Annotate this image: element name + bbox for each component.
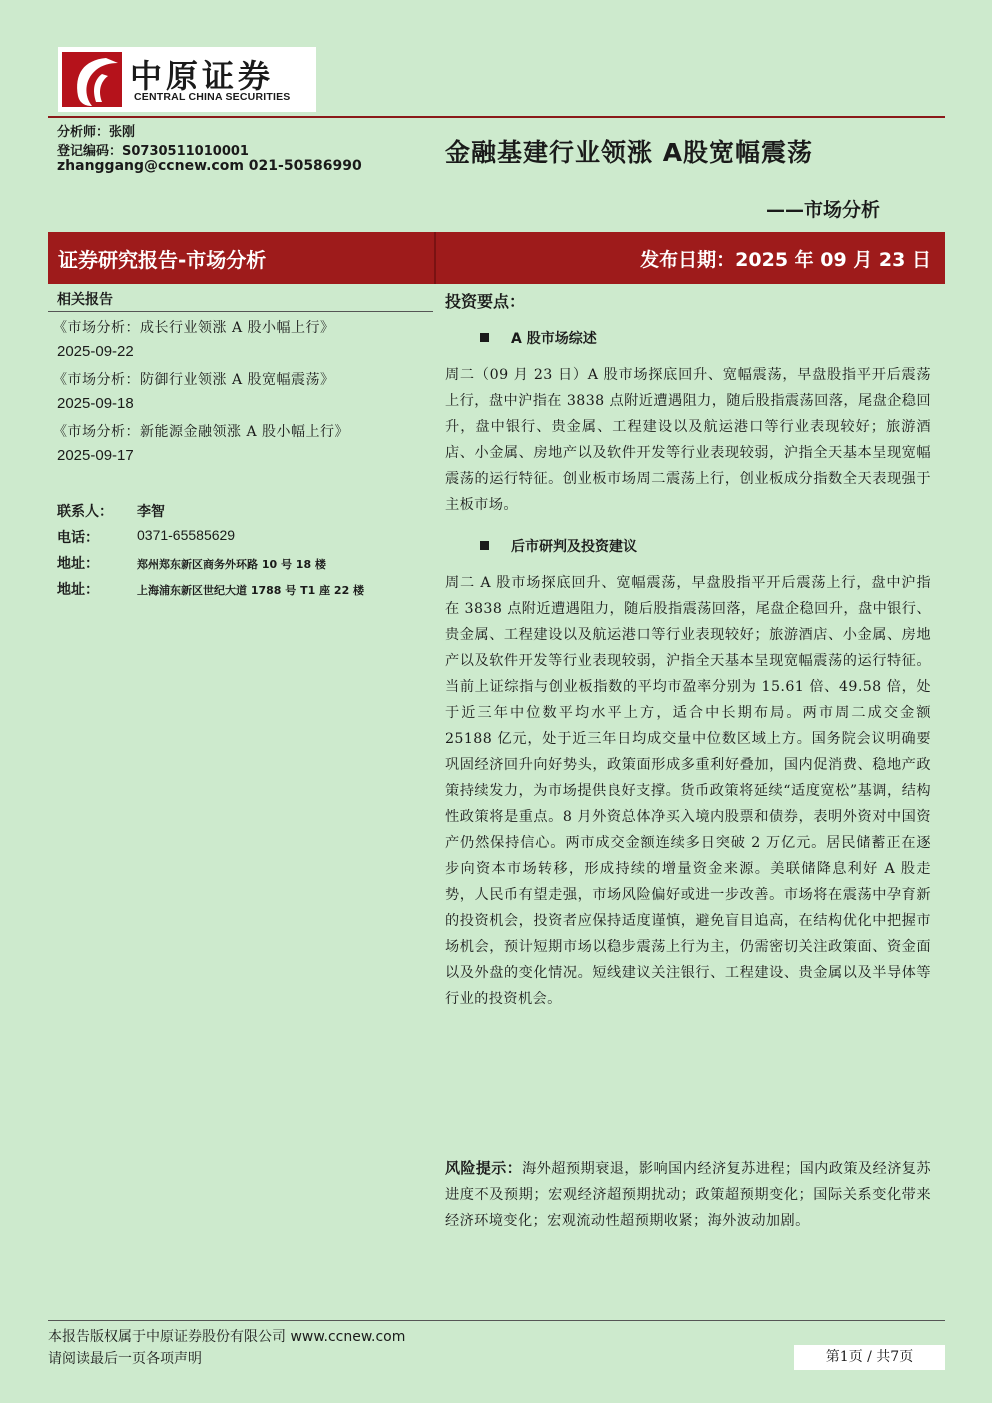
related-report-title[interactable]: 《市场分析：防御行业领涨 A 股宽幅震荡》 [53, 372, 335, 388]
outlook-paragraph: 周二 A 股市场探底回升、宽幅震荡，早盘股指平开后震荡上行，盘中沪指在 3838 点附近遭遇阻力，随后股指震荡回落，尾盘企稳回升，盘中银行、贵金属、工程建设以及航运港口等行业表现较好；旅游酒店、小金属、房地产以及软件开发等行业表现较弱，沪指全天基本呈现宽幅震荡的运行特征。当前上证综指与创业板指数的平均市盈率分别为 15.61 倍、49.58 倍，处于近三年中位数平均水平上方，适合中长期布局。两市周二成交金额 25188 亿元，处于近三年日均成交量中位数区域上方。国务院会议明确要巩固经济回升向好势头，政策面形成多重利好叠加，国内促消费、稳地产政策持续发力，为市场提供良好支撑。货币政策将延续“适度宽松”基调，结构性政策将是重点。8 月外资总体净买入境内股票和债券，表明外资对中国资产仍然保持信心。两市成交金额连续多日突破 2 万亿元。居民储蓄正在逐步向资本市场转移，形成持续的增量资金来源。美联储降息利好 A 股走势，人民币有望走强，市场风险偏好或进一步改善。市场将在震荡中孕育新的投资机会，投资者应保持适度谨慎，避免盲目追高，在结构优化中把握市场机会，预计短期市场以稳步震荡上行为主，仍需密切关注政策面、资金面以及外盘的变化情况。短线建议关注银行、工程建设、贵金属以及半导体等行业的投资机会。 [445, 575, 931, 1007]
section-heading-text: 后市研判及投资建议 [511, 539, 637, 555]
contact-address-label: 地址： [57, 556, 99, 572]
section-heading-outlook [480, 536, 637, 556]
section-heading-text: A 股市场综述 [511, 331, 597, 347]
related-report-date: 2025-09-22 [57, 343, 134, 360]
report-title: 金融基建行业领涨 A股宽幅震荡 [445, 138, 814, 167]
page-indicator: 第1页 / 共7页 [794, 1345, 945, 1370]
sidebar-rule [48, 311, 433, 312]
risk-warning-label: 风险提示： [445, 1159, 523, 1177]
contact-address-shanghai: 上海浦东新区世纪大道 1788 号 T1 座 22 楼 [137, 584, 365, 597]
contact-person: 李智 [137, 504, 165, 520]
risk-warning-text: 海外超预期衰退，影响国内经济复苏进程；国内政策及经济复苏进度不及预期；宏观经济超预期扰动；政策超预期变化；国际关系变化带来经济环境变化；宏观流动性超预期收紧；海外波动加剧。 [445, 1161, 931, 1229]
contact-phone: 0371-65585629 [137, 527, 236, 543]
bullet-square-icon [480, 541, 489, 550]
market-review-paragraph: 周二（09 月 23 日）A 股市场探底回升、宽幅震荡，早盘股指平开后震荡上行，盘中沪指在 3838 点附近遭遇阻力，随后股指震荡回落，尾盘企稳回升，盘中银行、贵金属、工程建设以及航运港口等行业表现较好；旅游酒店、小金属、房地产以及软件开发等行业表现较弱，沪指全天基本呈现宽幅震荡的运行特征。创业板市场周二震荡上行，创业板成分指数全天表现强于主板市场。 [445, 367, 931, 513]
related-report-title[interactable]: 《市场分析：成长行业领涨 A 股小幅上行》 [53, 320, 335, 336]
risk-warning [445, 1155, 931, 1234]
contact-address-zhengzhou: 郑州郑东新区商务外环路 10 号 18 楼 [137, 558, 326, 571]
contact-address-label: 地址： [57, 582, 99, 598]
related-report-title[interactable]: 《市场分析：新能源金融领涨 A 股小幅上行》 [53, 424, 350, 440]
company-logo [58, 47, 316, 112]
contact-phone-label: 电话： [57, 530, 99, 546]
section-heading-market-review [480, 328, 597, 348]
bullet-square-icon [480, 333, 489, 342]
logo-text-en: CENTRAL CHINA SECURITIES [134, 91, 291, 103]
analyst-registration: 登记编码：S0730511010001 [57, 144, 249, 159]
related-reports-heading: 相关报告 [57, 292, 113, 308]
banner-divider [434, 232, 436, 284]
analyst-name: 分析师：张刚 [57, 125, 136, 140]
analyst-contact: zhanggang@ccnew.com 021-50586990 [57, 158, 362, 174]
related-report-date: 2025-09-18 [57, 395, 134, 412]
logo-text-cn: 中原证券 [130, 57, 275, 95]
header-rule [48, 116, 945, 118]
report-category: 证券研究报告-市场分析 [58, 248, 267, 272]
report-subtitle: ——市场分析 [766, 199, 881, 221]
investment-highlights-heading: 投资要点： [445, 292, 526, 311]
publish-date: 发布日期：2025 年 09 月 23 日 [640, 249, 931, 271]
disclaimer-note: 请阅读最后一页各项声明 [48, 1351, 202, 1367]
contact-person-label: 联系人： [57, 504, 113, 520]
logo-mark-icon [62, 52, 122, 107]
report-banner [48, 232, 945, 284]
footer-rule [48, 1320, 945, 1321]
copyright-line: 本报告版权属于中原证券股份有限公司 www.ccnew.com [48, 1329, 406, 1345]
related-report-date: 2025-09-17 [57, 447, 134, 464]
